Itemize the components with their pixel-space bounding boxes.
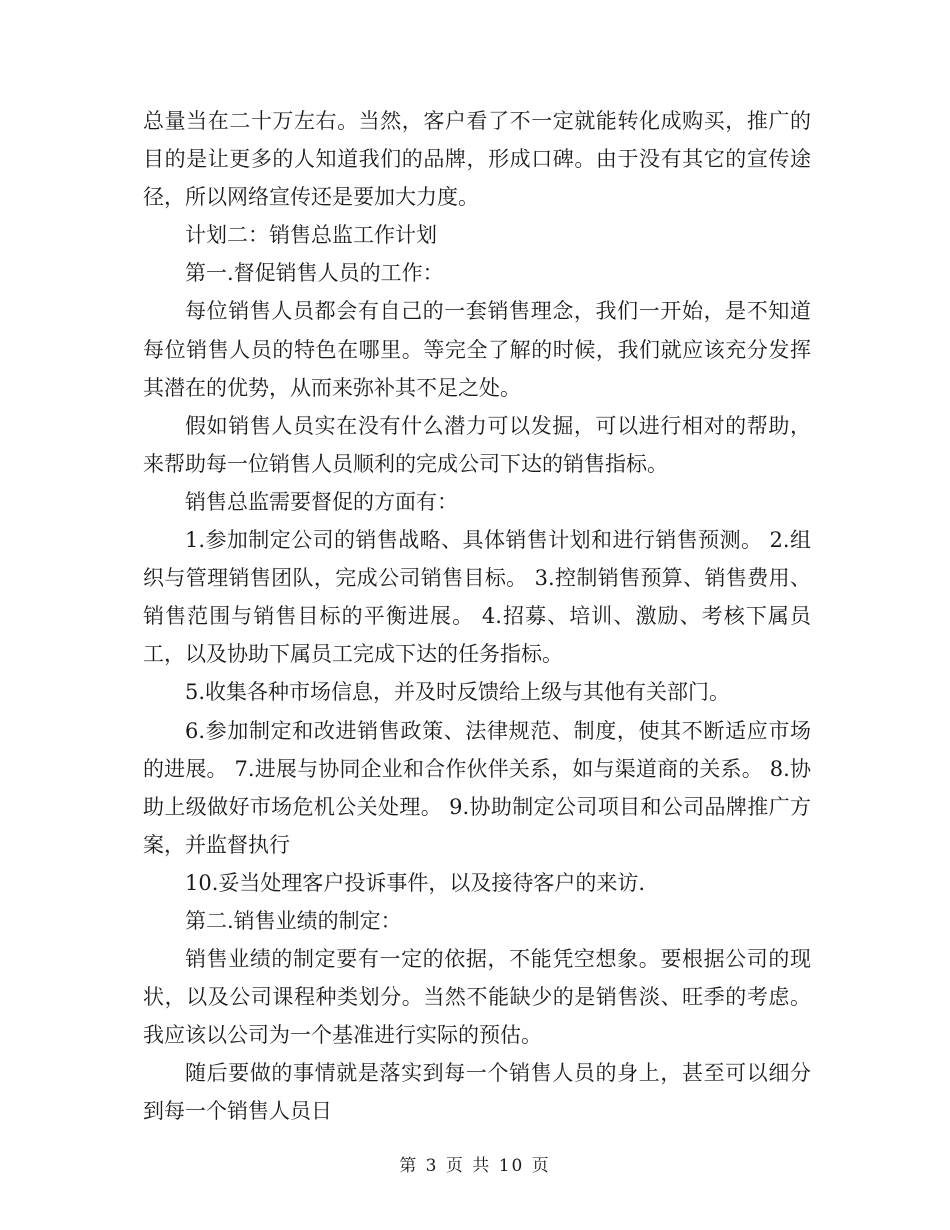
- section-heading-plan-two: 计划二：销售总监工作计划: [185, 223, 437, 248]
- list-items-1-4: 1.参加制定公司的销售战略、具体销售计划和进行销售预测。 2.组织与管理销售团队，完成公司销售目标。 3.控制销售预算、销售费用、销售范围与销售目标的平衡进展。 4.招募、培训、激励、考核下属员工，以及协助下属员工完成下达的任务指标。: [143, 528, 811, 667]
- document-body: [143, 102, 811, 1131]
- paragraph-supervision-aspects: 销售总监需要督促的方面有：: [185, 489, 458, 514]
- page-number-footer: 第 3 页 共 10 页: [399, 1156, 551, 1176]
- paragraph-help-sales: 假如销售人员实在没有什么潜力可以发掘，可以进行相对的帮助，来帮助每一位销售人员顺利的完成公司下达的销售指标。: [143, 413, 811, 476]
- paragraph-sales-targets: 销售业绩的制定要有一定的依据，不能凭空想象。要根据公司的现状，以及公司课程种类划分。当然不能缺少的是销售淡、旺季的考虑。我应该以公司为一个基准进行实际的预估。: [143, 947, 811, 1048]
- list-item-5: 5.收集各种市场信息，并及时反馈给上级与其他有关部门。: [185, 680, 731, 705]
- paragraph-continuation: 总量当在二十万左右。当然，客户看了不一定就能转化成购买，推广的目的是让更多的人知道我们的品牌，形成口碑。由于没有其它的宣传途径，所以网络宣传还是要加大力度。: [143, 109, 811, 210]
- subheading-supervise-sales: 第一.督促销售人员的工作：: [185, 261, 444, 286]
- paragraph-sales-philosophy: 每位销售人员都会有自己的一套销售理念，我们一开始，是不知道每位销售人员的特色在哪里。等完全了解的时候，我们就应该充分发挥其潜在的优势，从而来弥补其不足之处。: [143, 299, 811, 400]
- paragraph-assign-targets: 随后要做的事情就是落实到每一个销售人员的身上，甚至可以细分到每一个销售人员日: [143, 1061, 811, 1124]
- list-item-10: 10.妥当处理客户投诉事件，以及接待客户的来访.: [185, 870, 646, 895]
- list-items-6-9: 6.参加制定和改进销售政策、法律规范、制度，使其不断适应市场的进展。 7.进展与协同企业和合作伙伴关系，如与渠道商的关系。 8.协助上级做好市场危机公关处理。 9.协助制定公司项目和公司品牌推广方案，并监督执行: [143, 718, 811, 857]
- subheading-sales-targets: 第二.销售业绩的制定：: [185, 908, 402, 933]
